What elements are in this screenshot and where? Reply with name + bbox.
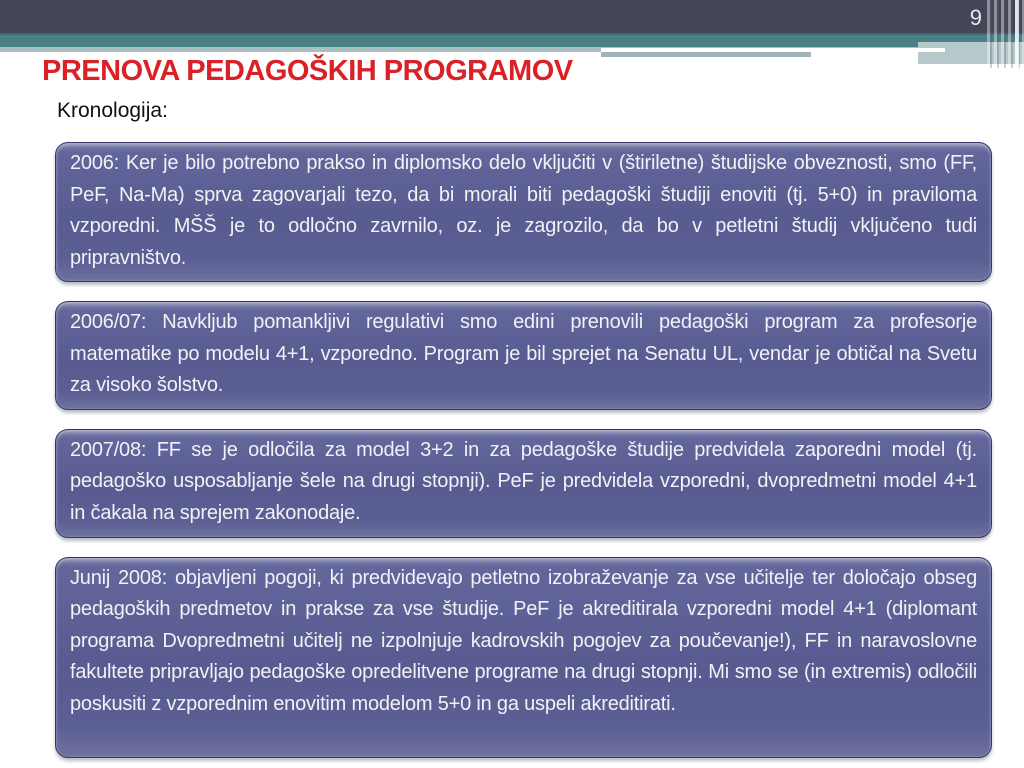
timeline-box-2006-07: 2006/07: Navkljub pomankljivi regulativi smo edini prenovili pedagoški program za profesorje matematike po modelu 4+1, vzporedno. Program je bil sprejet na Senatu UL, vendar je obtičal na Svetu za visoko šolstvo. (55, 301, 992, 410)
timeline-box-2006: 2006: Ker je bilo potrebno prakso in diplomsko delo vključiti v (štiriletne) študijske obveznosti, smo (FF, PeF, Na-Ma) sprva zagovarjali tezo, da bi morali biti pedagoški študiji enoviti (tj. 5+0) in praviloma vzporedni. MŠŠ je to odločno zavrnilo, oz. je zagrozilo, da bo v petletni študij vključeno tudi pripravništvo. (55, 142, 992, 282)
slide-title: PRENOVA PEDAGOŠKIH PROGRAMOV (42, 55, 573, 87)
timeline-boxes (55, 142, 992, 758)
header-gray-stripe (601, 52, 811, 57)
slide-page-number: 9 (969, 5, 982, 30)
timeline-box-junij-2008: Junij 2008: objavljeni pogoji, ki predvidevajo petletno izobraževanje za vse učitelje ter določajo obseg pedagoških predmetov in prakse za vse študije. PeF je akreditirala vzporedni model 4+1 (diplomant programa Dvopredmetni učitelj ne izpolnjuje kadrovskih pogojev za poučevanje!), FF in naravoslovne fakultete pripravljajo pedagoške opredelitvene programe na drugi stopnji. Mi smo se (in extremis) odločili poskusiti z vzporednim enovitim modelom 5+0 in ga uspeli akreditirati. (55, 557, 992, 758)
header-dark-bar (0, 0, 1024, 33)
header-bright-stripe (1015, 0, 1019, 68)
timeline-box-2007-08: 2007/08: FF se je odločila za model 3+2 in za pedagoške študije predvidela zaporedni model (tj. pedagoško usposabljanje šele na drugi stopnji). PeF je predvidela vzporedni, dvopredmetni model 4+1 in čakala na sprejem zakonodaje. (55, 429, 992, 538)
header-teal-band (0, 33, 1024, 47)
slide-subtitle: Kronologija: (57, 99, 168, 122)
